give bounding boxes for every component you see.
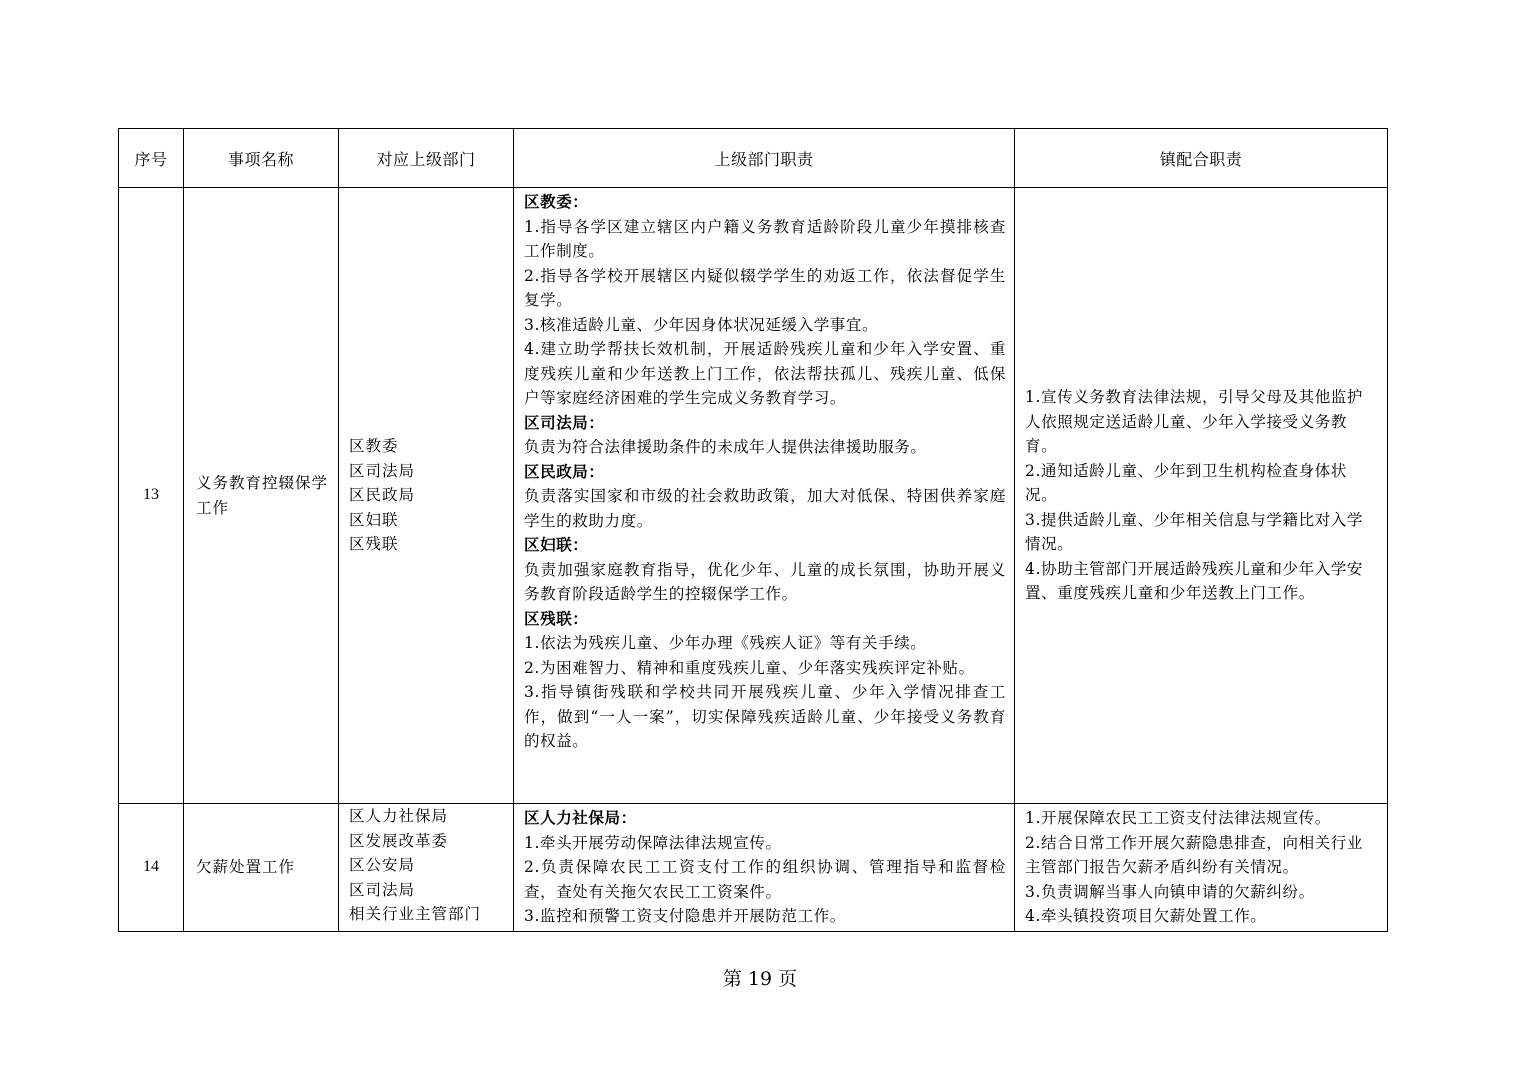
row-item-name: 欠薪处置工作	[184, 804, 339, 932]
row-item-name: 义务教育控辍保学工作	[184, 188, 339, 804]
row-superior-duties	[514, 804, 1015, 932]
duty-item: 2.指导各学校开展辖区内疑似辍学学生的劝返工作，依法督促学生复学。	[524, 266, 1006, 309]
duty-heading: 区残联：	[524, 609, 589, 628]
department-name: 区司法局	[349, 880, 416, 899]
duty-heading: 区人力社保局：	[524, 809, 637, 827]
duty-item: 2.负责保障农民工工资支付工作的组织协调、管理指导和监督检查，查处有关拖欠农民工工资案件。	[524, 858, 1006, 901]
header-superior-department: 对应上级部门	[339, 129, 514, 188]
row-departments	[339, 188, 514, 804]
department-name: 区发展改革委	[349, 831, 449, 850]
department-name: 区民政局	[349, 486, 416, 505]
page-number: 第 19 页	[722, 968, 798, 990]
town-duty-item: 4.协助主管部门开展适龄残疾儿童和少年入学安置、重度残疾儿童和少年送教上门工作。	[1025, 559, 1363, 603]
row-town-duties	[1015, 804, 1388, 932]
town-duty-item: 1.开展保障农民工工资支付法律法规宣传。	[1025, 809, 1331, 827]
town-duty-item: 3.提供适龄儿童、少年相关信息与学籍比对入学情况。	[1025, 510, 1363, 554]
duty-item: 2.为困难智力、精神和重度残疾儿童、少年落实残疾评定补贴。	[524, 658, 975, 677]
table-row	[119, 188, 1388, 804]
duty-item: 3.指导镇街残联和学校共同开展残疾儿童、少年入学情况排查工作，做到“一人一案”，切实保障残疾适龄儿童、少年接受义务教育的权益。	[524, 683, 1006, 750]
row-serial: 14	[119, 804, 184, 932]
duty-heading: 区教委：	[524, 193, 589, 211]
department-name: 区公安局	[349, 856, 416, 874]
header-superior-duties: 上级部门职责	[514, 129, 1015, 188]
header-town-duties: 镇配合职责	[1015, 129, 1388, 188]
department-name: 相关行业主管部门	[349, 905, 482, 923]
town-duty-item: 1.宣传义务教育法律法规，引导父母及其他监护人依照规定送适龄儿童、少年入学接受义务教育。	[1025, 388, 1363, 456]
row-serial: 13	[119, 188, 184, 804]
town-duty-item: 2.结合日常工作开展欠薪隐患排查，向相关行业主管部门报告欠薪矛盾纠纷有关情况。	[1025, 833, 1363, 876]
duty-heading: 区民政局：	[524, 462, 605, 481]
town-duty-item: 2.通知适龄儿童、少年到卫生机构检查身体状况。	[1025, 461, 1347, 505]
row-superior-duties	[514, 188, 1015, 804]
table-header-row	[119, 129, 1388, 188]
town-duty-item: 4.牵头镇投资项目欠薪处置工作。	[1025, 907, 1267, 925]
duty-item: 负责为符合法律援助条件的未成年人提供法律援助服务。	[524, 438, 927, 456]
duty-item: 3.核准适龄儿童、少年因身体状况延缓入学事宜。	[524, 315, 879, 334]
department-name: 区残联	[349, 535, 399, 554]
duty-item: 1.牵头开展劳动保障法律法规宣传。	[524, 833, 782, 852]
department-name: 区司法局	[349, 461, 416, 480]
duty-heading: 区妇联：	[524, 536, 589, 554]
town-duty-item: 3.负责调解当事人向镇申请的欠薪纠纷。	[1025, 882, 1315, 901]
duty-item: 负责加强家庭教育指导，优化少年、儿童的成长氛围，协助开展义务教育阶段适龄学生的控辍保学工作。	[524, 560, 1006, 603]
row-departments	[339, 804, 514, 932]
header-item-name: 事项名称	[184, 129, 339, 188]
duty-item: 3.监控和预警工资支付隐患并开展防范工作。	[524, 907, 846, 925]
duty-item: 负责落实国家和市级的社会救助政策，加大对低保、特困供养家庭学生的救助力度。	[524, 487, 1006, 530]
duty-item: 4.建立助学帮扶长效机制，开展适龄残疾儿童和少年入学安置、重度残疾儿童和少年送教上门工作，依法帮扶孤儿、残疾儿童、低保户等家庭经济困难的学生完成义务教育学习。	[524, 340, 1006, 407]
duty-item: 1.指导各学区建立辖区内户籍义务教育适龄阶段儿童少年摸排核查工作制度。	[524, 217, 1006, 260]
table-row	[119, 804, 1388, 932]
department-name: 区人力社保局	[349, 807, 449, 825]
duty-heading: 区司法局：	[524, 413, 605, 432]
row-town-duties	[1015, 188, 1388, 804]
duty-item: 1.依法为残疾儿童、少年办理《残疾人证》等有关手续。	[524, 634, 927, 652]
responsibility-table	[118, 128, 1388, 932]
department-name: 区教委	[349, 437, 399, 456]
department-name: 区妇联	[349, 510, 399, 529]
header-serial: 序号	[119, 129, 184, 188]
